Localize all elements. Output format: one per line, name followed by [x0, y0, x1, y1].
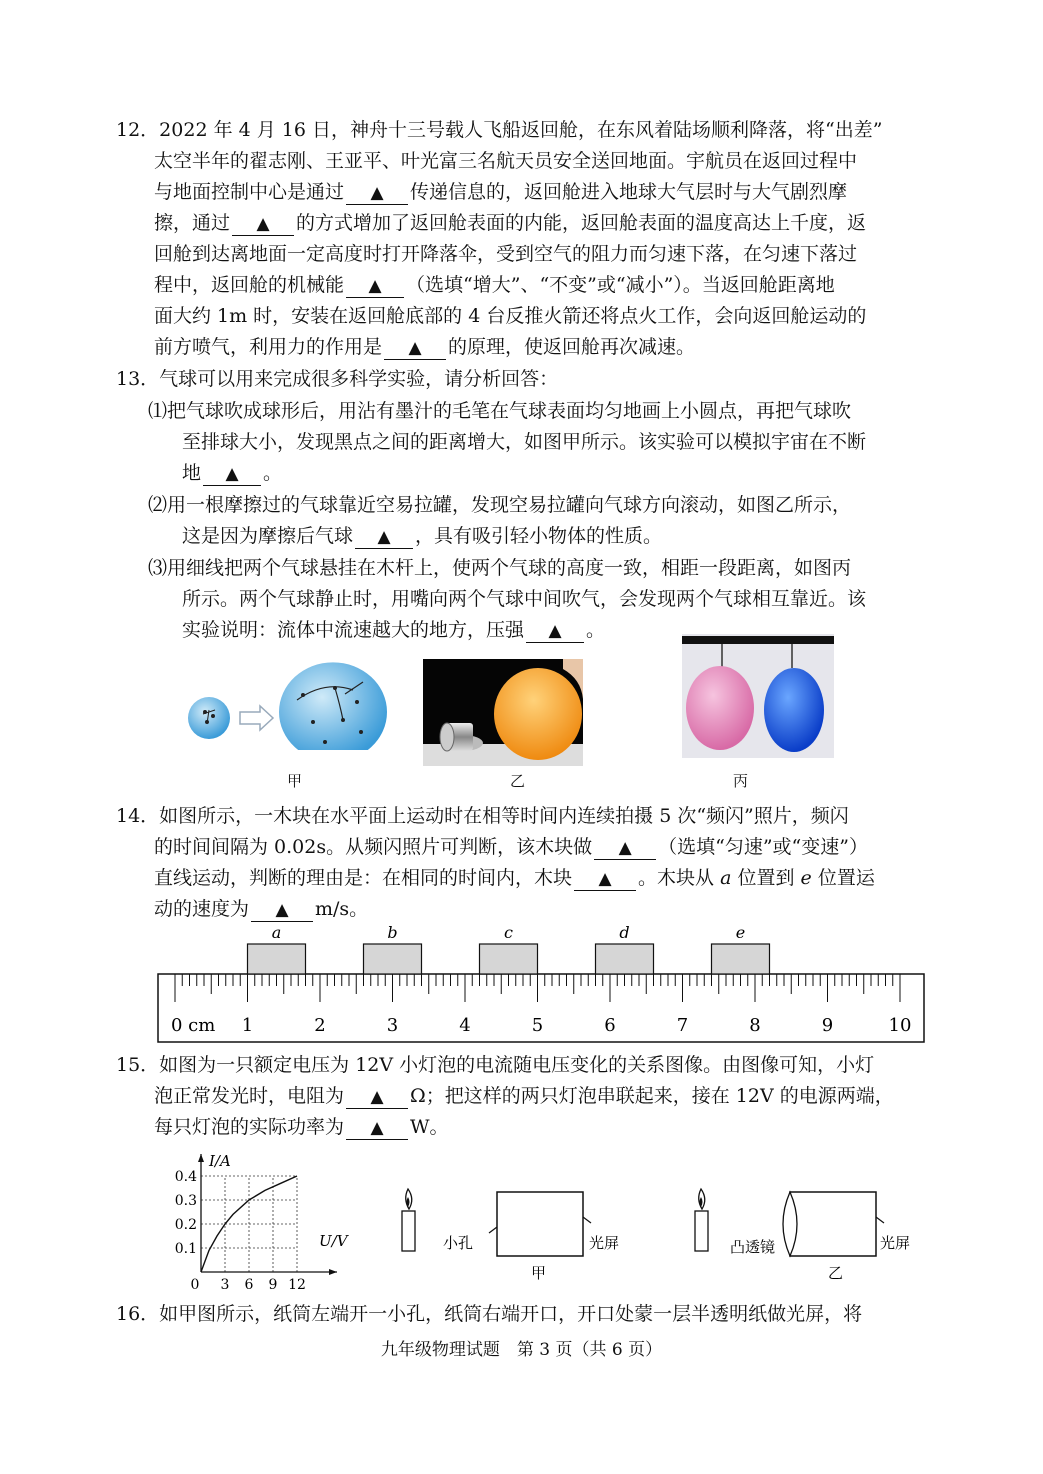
q12-line-7: 面大约 1m 时，安装在返回舱底部的 4 台反推火箭还将点火工作，会向返回舱运动的: [154, 305, 867, 327]
q13-part-1: ⑴把气球吹成球形后，用沾有墨汁的毛笔在气球表面均匀地画上小圆点，再把气球吹 至排球大小，发现黑点之间的距离增大，如图甲所示。该实验可以模拟宇宙在不断 地 ▲ 。: [148, 400, 867, 484]
question-12: [116, 115, 946, 363]
ruler-tick-label: 10: [888, 1015, 912, 1036]
q12-line-2: 太空半年的翟志刚、王亚平、叶光富三名航天员安全送回地面。宇航员在返回过程中: [154, 150, 858, 172]
question-15: 15．如图为一只额定电压为 12V 小灯泡的电流随电压变化的关系图像。由图像可知，小灯 泡正常发光时，电阻为 ▲ Ω；把这样的两只灯泡串联起来，接在 12V 的电源两端， 每只灯泡的实际功率为 ▲ W。: [116, 1054, 894, 1138]
wooden-rod: [682, 636, 834, 644]
fig-label-bing: 丙: [733, 772, 749, 790]
answer-blank[interactable]: ▲: [355, 525, 413, 549]
wood-block: [480, 944, 538, 974]
answer-blank[interactable]: ▲: [346, 1116, 408, 1140]
y-tick-label: 0.1: [174, 1241, 197, 1257]
q12-line-1: 12．2022 年 4 月 16 日，神舟十三号载人飞船返回舱，在东风着陆场顺利降落，将“出差”: [116, 119, 883, 141]
fig-label-jia-2: 甲: [531, 1264, 547, 1282]
answer-blank[interactable]: ▲: [203, 462, 261, 486]
q12-line-3: 与地面控制中心是通过 ▲ 传递信息的，返回舱进入地球大气层时与大气剧烈摩: [154, 181, 848, 203]
ruler-zero-label: 0 cm: [171, 1015, 216, 1036]
page-footer: 九年级物理试题 第 3 页（共 6 页）: [380, 1340, 663, 1360]
q13-part-2: ⑵用一根摩擦过的气球靠近空易拉罐，发现空易拉罐向气球方向滚动，如图乙所示， 这是因为摩擦后气球 ▲ ，具有吸引轻小物体的性质。: [148, 494, 852, 547]
ruler-tick-label: 5: [531, 1015, 544, 1036]
q12-line-4: 擦，通过 ▲ 的方式增加了返回舱表面的内能，返回舱表面的温度高达上千度，返: [154, 212, 867, 234]
q13-part-3: ⑶用细线把两个气球悬挂在木杆上，使两个气球的高度一致，相距一段距离，如图丙 所示。两个气球静止时，用嘴向两个气球中间吹气，会发现两个气球相互靠近。该 实验说明：流体中流速越大的地方，压强 ▲ 。: [148, 557, 867, 641]
candle-icon: [402, 1189, 415, 1251]
wood-block: [712, 944, 770, 974]
current-voltage-chart: [165, 1148, 350, 1296]
answer-blank[interactable]: ▲: [594, 836, 656, 860]
x-tick-label: 12: [288, 1277, 306, 1293]
screen-label: 光屏: [589, 1234, 620, 1252]
question-16: 16．如甲图所示，纸筒左端开一小孔，纸筒右端开口，开口处蒙一层半透明纸做光屏，将: [116, 1303, 863, 1325]
pinhole-label: 小孔: [443, 1234, 474, 1252]
lens-camera-figure: [688, 1185, 928, 1285]
answer-blank[interactable]: ▲: [232, 212, 294, 236]
large-balloon: [279, 662, 387, 750]
wood-block: [596, 944, 654, 974]
y-axis-arrow-icon: [198, 1154, 204, 1162]
y-tick-label: 0.3: [174, 1193, 197, 1209]
balloon-expansion-figure: [185, 660, 395, 750]
ruler-figure: [150, 922, 930, 1046]
fig-label-jia: 甲: [287, 772, 303, 790]
x-tick-label: 6: [244, 1277, 254, 1293]
orange-balloon: [494, 668, 582, 760]
q12-line-6: 程中，返回舱的机械能 ▲ （选填“增大”、“不变”或“减小”）。当返回舱距离地: [154, 274, 835, 296]
answer-blank[interactable]: ▲: [346, 181, 408, 205]
blue-balloon: [764, 668, 824, 752]
block-label: b: [387, 923, 398, 942]
small-balloon: [188, 697, 230, 739]
fig-label-yi: 乙: [510, 772, 526, 790]
wood-block: [248, 944, 306, 974]
paper-tube: [790, 1192, 876, 1256]
question-14: 14．如图所示，一木块在水平面上运动时在相等时间内连续拍摄 5 次“频闪”照片，频闪 的时间间隔为 0.02s。从频闪照片可判断，该木块做 ▲ （选填“匀速”或“变速”） 直线运动，判断的理由是：在相同的时间内，木块 ▲ 。木块从 a 位置到 e 位置运 动的速度为 ▲ m/s。: [116, 805, 875, 920]
hanging-balloons-photo: [682, 634, 834, 758]
answer-blank[interactable]: ▲: [346, 274, 404, 298]
ruler-tick-label: 6: [604, 1015, 616, 1036]
y-tick-label: 0.4: [174, 1169, 197, 1185]
wood-block: [364, 944, 422, 974]
lens-label: 凸透镜: [730, 1238, 776, 1256]
x-axis-label: U/V: [319, 1232, 348, 1250]
paper-tube: [497, 1192, 583, 1256]
balloon-can-photo: [423, 659, 583, 766]
block-label: d: [619, 923, 630, 942]
candle-icon: [695, 1189, 708, 1251]
block-label: c: [504, 923, 513, 942]
q12-line-8: 前方喷气，利用力的作用是 ▲ 的原理，使返回舱再次减速。: [154, 336, 696, 358]
answer-blank[interactable]: ▲: [526, 619, 584, 643]
answer-blank[interactable]: ▲: [346, 1085, 408, 1109]
arrow-icon: [240, 706, 273, 730]
x-axis-arrow-icon: [329, 1269, 337, 1275]
x-tick-label: 9: [268, 1277, 278, 1293]
q12-line-5: 回舱到达离地面一定高度时打开降落伞，受到空气的阻力而匀速下落，在匀速下落过: [154, 243, 858, 265]
ruler-tick-label: 4: [459, 1015, 471, 1036]
x-tick-label: 0: [190, 1277, 200, 1293]
pinhole-camera-figure: [395, 1185, 645, 1285]
x-tick-label: 3: [220, 1277, 230, 1293]
ruler-tick-label: 1: [241, 1015, 254, 1036]
answer-blank[interactable]: ▲: [574, 867, 636, 891]
pink-balloon: [686, 666, 754, 750]
ruler-tick-label: 3: [386, 1015, 399, 1036]
ruler-tick-label: 2: [314, 1015, 326, 1036]
y-axis-label: I/A: [209, 1152, 231, 1170]
block-label: e: [735, 923, 746, 942]
block-label: a: [271, 923, 282, 942]
fig-label-yi-2: 乙: [828, 1264, 844, 1282]
y-tick-label: 0.2: [174, 1217, 197, 1233]
question-13: [116, 364, 946, 395]
screen-label: 光屏: [880, 1234, 911, 1252]
ruler-tick-label: 7: [676, 1015, 689, 1036]
ruler-tick-label: 9: [821, 1015, 834, 1036]
ruler-tick-label: 8: [749, 1015, 761, 1036]
q13-intro: 13．气球可以用来完成很多科学实验，请分析回答：: [116, 368, 559, 390]
answer-blank[interactable]: ▲: [251, 898, 313, 922]
answer-blank[interactable]: ▲: [384, 336, 446, 360]
